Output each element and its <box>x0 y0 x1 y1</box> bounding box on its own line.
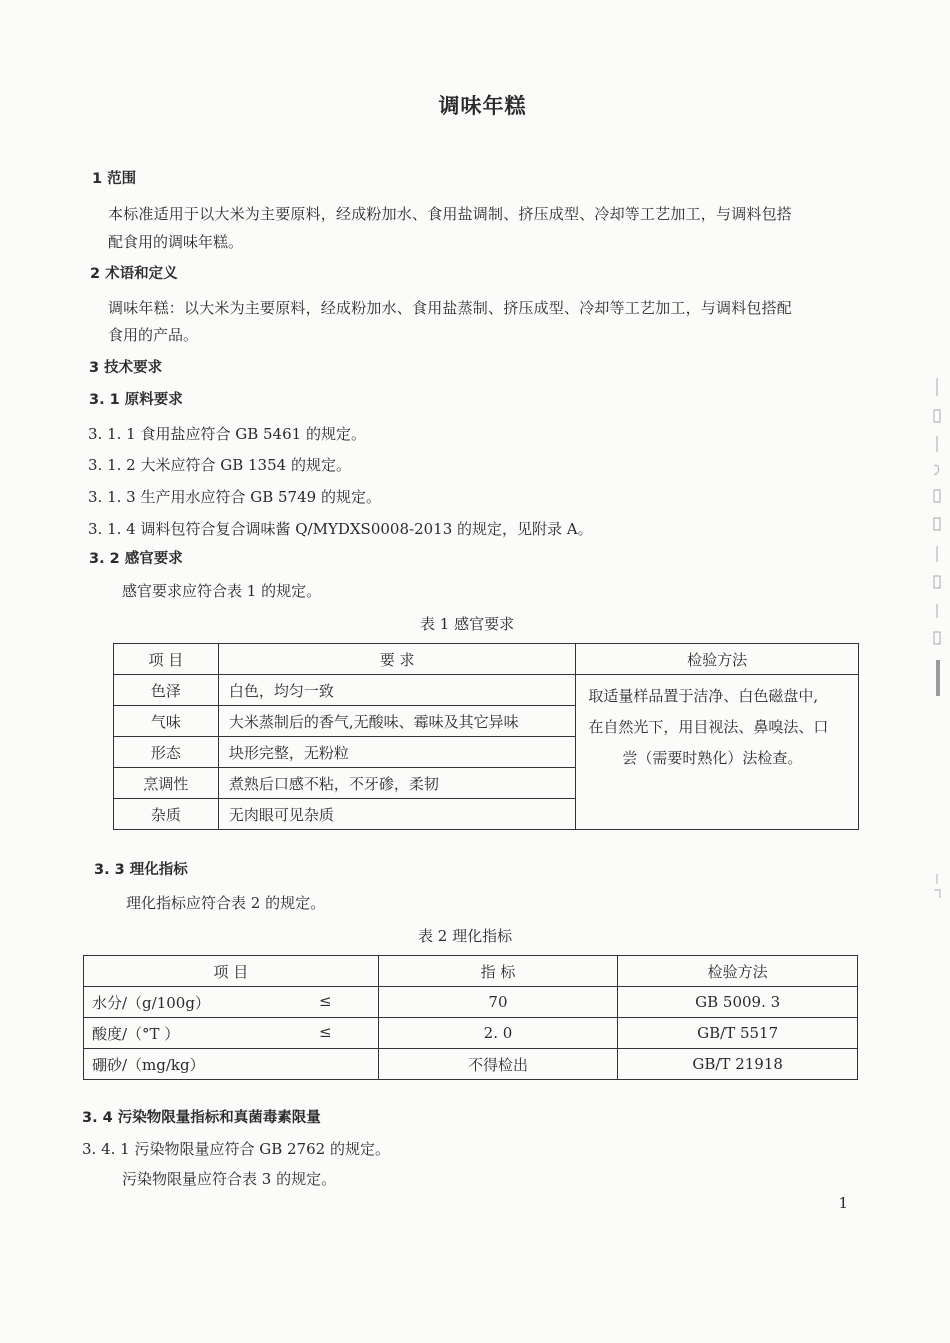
table-cell <box>84 1018 379 1049</box>
table-cell: 杂质 <box>114 799 219 830</box>
section-3-4-1-item: 3. 4. 1 污染物限量应符合 GB 2762 的规定。 <box>82 1140 390 1158</box>
operator-symbol: ≤ <box>319 991 332 1010</box>
table-cell: GB/T 21918 <box>618 1049 858 1080</box>
section-3-4-heading: 3. 4 污染物限量指标和真菌毒素限量 <box>82 1110 321 1126</box>
table-cell: 70 <box>378 987 618 1018</box>
table-2-caption: 表 2 理化指标 <box>418 927 513 945</box>
method-line: 尝（需要时熟化）法检查。 <box>622 749 803 767</box>
table-cell: 2. 0 <box>378 1018 618 1049</box>
list-item: 3. 1. 4 调料包符合复合调味酱 Q/MYDXS0008-2013 的规定，见附录 A。 <box>88 520 593 538</box>
table-cell: 大米蒸制后的香气,无酸味、霉味及其它异味 <box>218 706 575 737</box>
section-3-3-heading: 3. 3 理化指标 <box>94 862 188 878</box>
table-header: 检验方法 <box>618 956 858 987</box>
list-item: 3. 1. 2 大米应符合 GB 1354 的规定。 <box>88 456 351 474</box>
table-cell: 烹调性 <box>114 768 219 799</box>
table-header: 指 标 <box>378 956 618 987</box>
table-cell: 无肉眼可见杂质 <box>218 799 575 830</box>
table-cell: 气味 <box>114 706 219 737</box>
table-cell: 白色，均匀一致 <box>218 675 575 706</box>
table-cell: 不得检出 <box>378 1049 618 1080</box>
page-number: 1 <box>838 1194 848 1212</box>
list-item: 3. 1. 3 生产用水应符合 GB 5749 的规定。 <box>88 488 381 506</box>
section-3-1-heading: 3. 1 原料要求 <box>89 392 183 408</box>
section-1-line-2: 配食用的调味年糕。 <box>108 233 244 251</box>
list-item: 3. 1. 1 食用盐应符合 GB 5461 的规定。 <box>88 425 366 443</box>
item-label: 硼砂/（mg/kg） <box>92 1055 205 1074</box>
item-label: 酸度/（°T ） <box>92 1024 180 1043</box>
section-3-2-heading: 3. 2 感官要求 <box>89 551 183 567</box>
section-3-3-text: 理化指标应符合表 2 的规定。 <box>126 894 326 912</box>
item-label: 水分/（g/100g） <box>92 993 210 1012</box>
table-header: 项 目 <box>84 956 379 987</box>
section-2-line-1: 调味年糕：以大米为主要原料，经成粉加水、食用盐蒸制、挤压成型、冷却等工艺加工，与调料包搭配 <box>108 299 793 317</box>
section-1-line-1: 本标准适用于以大米为主要原料，经成粉加水、食用盐调制、挤压成型、冷却等工艺加工，与调料包搭 <box>108 205 793 223</box>
table-cell: 煮熟后口感不粘，不牙碜，柔韧 <box>218 768 575 799</box>
section-2-line-2: 食用的产品。 <box>108 326 199 344</box>
section-3-4-text: 污染物限量应符合表 3 的规定。 <box>122 1170 337 1188</box>
section-3-2-text: 感官要求应符合表 1 的规定。 <box>122 582 322 600</box>
sensory-table <box>113 643 859 830</box>
scan-edge-artifact <box>928 370 946 700</box>
section-2-heading: 2 术语和定义 <box>90 266 178 282</box>
section-3-heading: 3 技术要求 <box>89 360 163 376</box>
table-cell: 块形完整，无粉粒 <box>218 737 575 768</box>
method-line: 取适量样品置于洁净、白色磁盘中, <box>588 687 819 705</box>
table-header: 检验方法 <box>576 644 859 675</box>
table-header: 要 求 <box>218 644 575 675</box>
table-1-caption: 表 1 感官要求 <box>420 615 515 633</box>
table-cell: 形态 <box>114 737 219 768</box>
page-title: 调味年糕 <box>438 94 527 118</box>
table-header: 项 目 <box>114 644 219 675</box>
section-1-heading: 1 范围 <box>92 171 137 187</box>
inspection-method-cell <box>576 675 859 830</box>
table-cell: GB/T 5517 <box>618 1018 858 1049</box>
table-cell: GB 5009. 3 <box>618 987 858 1018</box>
method-line: 在自然光下，用目视法、鼻嗅法、口 <box>588 718 829 736</box>
table-cell <box>84 1049 379 1080</box>
operator-symbol: ≤ <box>319 1022 332 1041</box>
table-cell <box>84 987 379 1018</box>
physicochemical-table <box>83 955 858 1080</box>
table-cell: 色泽 <box>114 675 219 706</box>
scan-edge-artifact <box>930 872 944 902</box>
